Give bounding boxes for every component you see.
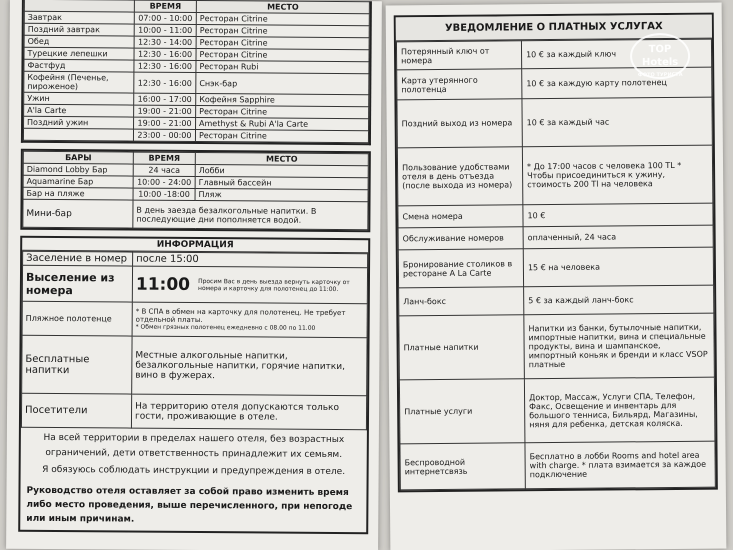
- table-row: Фастфуд 12:30 - 16:00 Ресторан Rubi: [24, 59, 369, 73]
- right-leaflet-page: [386, 3, 727, 550]
- table-row: Платные услуги Доктор, Массаж, Услуги СПА, Телефон, Факс, Освещение и инвентарь для большого тенниса, Бильярд, Магазины, няня для ребенка, детская коляска.: [399, 377, 715, 444]
- table-row: Турецкие лепешки 12:30 - 16:00 Ресторан Citrine: [24, 47, 369, 61]
- bars-schedule: [20, 149, 371, 232]
- table-row: Обслуживание номеров оплаченный, 24 часа: [398, 225, 713, 250]
- towel-note-2: * Обмен грязных полотенец ежедневно с 08.00 по 11.00: [135, 323, 316, 332]
- meals-col-name: [24, 0, 134, 12]
- table-row: Diamond Lobby Бар 24 часа Лобби: [23, 163, 368, 177]
- checkout-note: Просим Вас в день выезда вернуть карточку от номера и карточку для полотенец до 11:00.: [198, 277, 350, 293]
- checkin-label: Заселение в номер: [23, 251, 133, 266]
- table-row: A'la Carte 19:00 - 21:00 Ресторан Citrine: [24, 104, 369, 118]
- checkout-label: Выселение из номера: [22, 265, 132, 302]
- table-row: Беспроводной интернетсвязь Бесплатно в лобби Rooms and hotel area with charge. * плата взимается за каждое подключение: [400, 441, 715, 490]
- table-row: [23, 199, 368, 229]
- info-block: [18, 236, 370, 534]
- fees-block: [394, 13, 718, 493]
- table-row: Aquamarine Бар 10:00 - 24:00 Главный бассейн: [23, 175, 368, 189]
- visitors-text: На территорию отеля допускаются только гости, проживающие в отеле.: [131, 394, 366, 430]
- table-row: [21, 393, 366, 429]
- drinks-text: Местные алкогольные напитки, безалкогольные напитки, горячие напитки, вино в фужерах.: [132, 336, 367, 396]
- footer-text: Руководство отеля оставляет за собой право изменить время либо место проведения, выше перечисленного, при непогоде или иным причинам.: [26, 485, 353, 525]
- table-row: Платные напитки Напитки из банки, бутылочные напитки, импортные напитки, вина и специальные продукты, вина и шампанское, импортный коньяк и бренди и класс VSOP платные: [399, 313, 715, 380]
- meals-schedule: [21, 0, 372, 145]
- table-row: Ланч-бокс 5 € за каждый ланч-бокс: [399, 285, 714, 316]
- table-row: Кофейня (Печенье, пироженое) 12:30 - 16:00 Снэк-бар: [24, 71, 369, 94]
- table-row: Поздний выход из номера 10 € за каждый час: [397, 97, 712, 148]
- watermark-line-2: Hotels: [641, 56, 679, 69]
- oblige-text: Я обязуюсь соблюдать инструкции и предупреждения в отеле.: [42, 464, 346, 478]
- table-row: Поздний завтрак 10:00 - 11:00 Ресторан Citrine: [24, 23, 369, 37]
- meals-col-place: МЕСТО: [196, 1, 369, 14]
- table-row: Карта утерянного полотенца 10 € за каждую карту полотенец: [397, 67, 712, 100]
- bars-col-place: МЕСТО: [195, 153, 368, 166]
- table-row: 23:00 - 00:00 Ресторан Citrine: [23, 128, 368, 142]
- bars-col-name: БАРЫ: [23, 151, 133, 164]
- checkin-value: после 15:00: [133, 252, 368, 268]
- bars-col-time: ВРЕМЯ: [133, 152, 195, 164]
- watermark-line-1: TOP: [648, 43, 672, 56]
- checkout-cell: [136, 274, 364, 296]
- table-row: Обед 12:30 - 14:00 Ресторан Citrine: [24, 35, 369, 49]
- meals-col-time: ВРЕМЯ: [134, 0, 196, 12]
- left-leaflet-page: [6, 0, 382, 550]
- table-row: Смена номера 10 €: [398, 203, 713, 228]
- table-row: Потерянный ключ от номера 10 € за каждый ключ: [396, 39, 711, 70]
- table-row: Завтрак 07:00 - 10:00 Ресторан Citrine: [24, 11, 369, 25]
- table-row: Пользование удобствами отеля в день отъезда (после выхода из номера) * До 17:00 часов с человека 100 TL * Чтобы присоединиться к ужину, стоимость 200 Tl на человека: [397, 145, 712, 206]
- tophotels-watermark: [630, 33, 690, 80]
- towel-note-1: * В СПА в обмен на карточку для полотенец. Не требует отдельной платы.: [135, 307, 346, 325]
- table-row: Поздний ужин 19:00 - 21:00 Amethyst & Rubi A'la Carte: [24, 116, 369, 130]
- checkout-time: 11:00: [135, 274, 191, 295]
- drinks-label: Бесплатные напитки: [22, 335, 132, 394]
- fees-title: УВЕДОМЛЕНИЕ О ПЛАТНЫХ УСЛУГАХ: [396, 15, 712, 42]
- table-row: Ужин 16:00 - 17:00 Кофейня Sapphire: [24, 92, 369, 106]
- visitors-label: Посетители: [21, 393, 131, 428]
- minibar-label: Мини-бар: [23, 199, 133, 228]
- table-row: [22, 301, 367, 337]
- table-row: Бронирование столиков в ресторане A La Carte 15 € на человека: [398, 247, 713, 288]
- towel-label: Пляжное полотенце: [22, 301, 132, 336]
- table-row: Бар на пляже 10:00 -18:00 Пляж: [23, 187, 368, 201]
- info-title: ИНФОРМАЦИЯ: [22, 238, 368, 253]
- table-row: [22, 265, 367, 303]
- minibar-text: В день заезда безалкогольные напитки. В последующие дни пополняется водой.: [133, 200, 368, 230]
- table-row: [22, 335, 367, 395]
- children-text: На всей территории в пределах нашего отеля, без возрастных ограничений, дети ответственность принадлежит их семьям.: [43, 432, 345, 461]
- watermark-line-3: ФОТО ТУРИСТА: [637, 71, 683, 79]
